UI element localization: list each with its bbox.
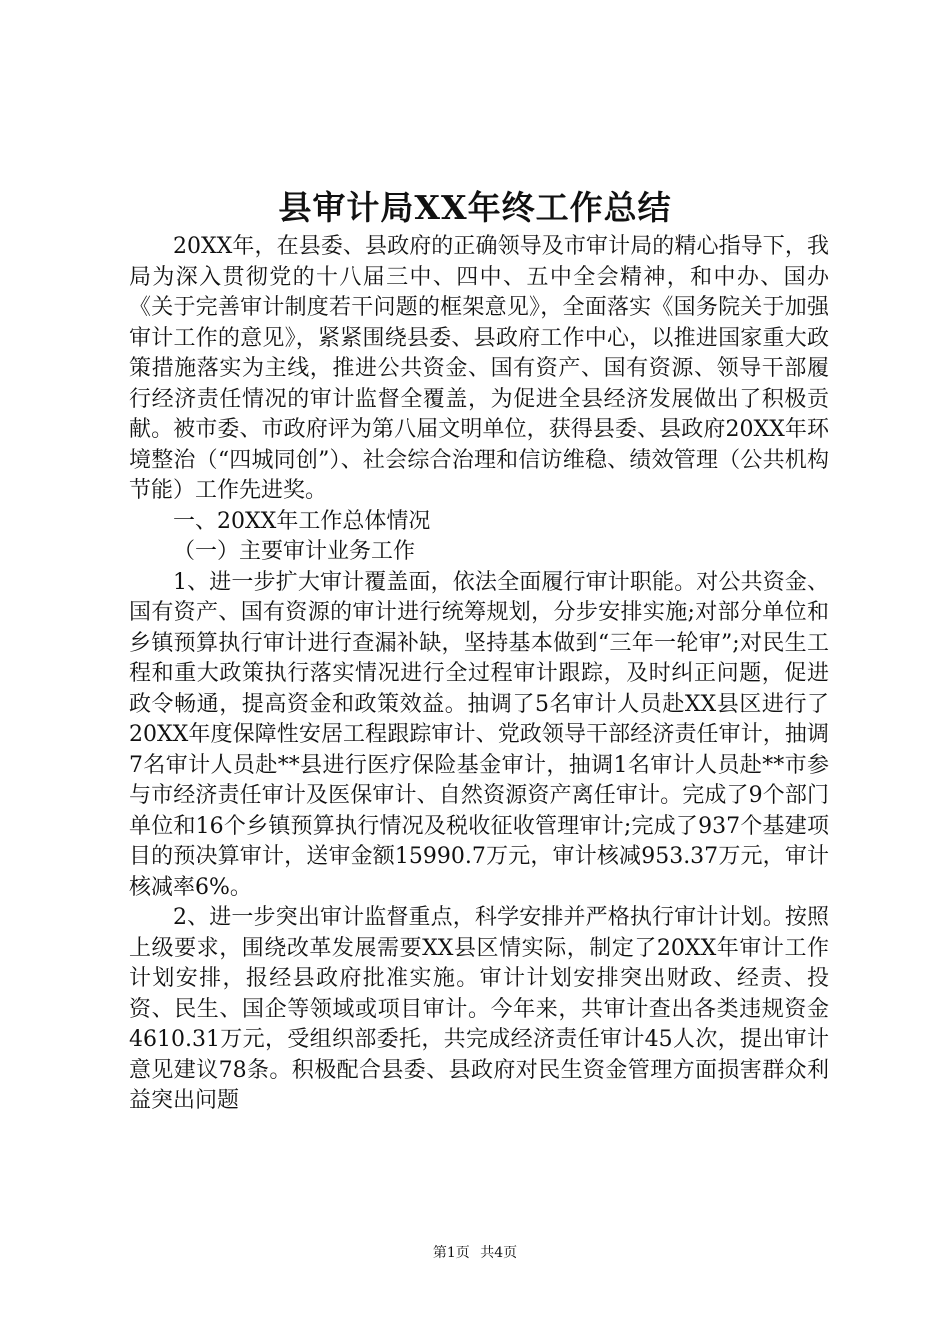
page-footer <box>0 1243 950 1263</box>
page-number-total: 共4页 <box>480 1245 518 1261</box>
paragraph-item-2: 2、进一步突出审计监督重点，科学安排并严格执行审计计划。按照上级要求，围绕改革发展需要XX县区情实际，制定了20XX年审计工作计划安排，报经县政府批准实施。审计计划安排突出财政、经责、投资、民生、国企等领域或项目审计。今年来，共审计查出各类违规资金4610.31万元，受组织部委托，共完成经济责任审计45人次，提出审计意见建议78条。积极配合县委、县政府对民生资金管理方面损害群众利益突出问题 <box>129 905 829 1113</box>
paragraph-item-1: 1、进一步扩大审计覆盖面，依法全面履行审计职能。对公共资金、国有资产、国有资源的审计进行统筹规划，分步安排实施;对部分单位和乡镇预算执行审计进行查漏补缺，坚持基本做到“三年一轮审”;对民生工程和重大政策执行落实情况进行全过程审计跟踪，及时纠正问题，促进政令畅通，提高资金和政策效益。抽调了5名审计人员赴XX县区进行了20XX年度保障性安居工程跟踪审计、党政领导干部经济责任审计，抽调7名审计人员赴**县进行医疗保险基金审计，抽调1名审计人员赴**市参与市经济责任审计及医保审计、自然资源资产离任审计。完成了9个部门单位和16个乡镇预算执行情况及税收征收管理审计;完成了937个基建项目的预决算审计，送审金额15990.7万元，审计核减953.37万元，审计核减率6%。 <box>129 569 829 900</box>
page-number-current: 第1页 <box>432 1245 470 1261</box>
paragraph-intro: 20XX年，在县委、县政府的正确领导及市审计局的精心指导下，我局为深入贯彻党的十八届三中、四中、五中全会精神，和中办、国办《关于完善审计制度若干问题的框架意见》，全面落实《国务院关于加强审计工作的意见》，紧紧围绕县委、县政府工作中心，以推进国家重大政策措施落实为主线，推进公共资金、国有资产、国有资源、领导干部履行经济责任情况的审计监督全覆盖，为促进全县经济发展做出了积极贡献。被市委、市政府评为第八届文明单位，获得县委、县政府20XX年环境整治（“四城同创”）、社会综合治理和信访维稳、绩效管理（公共机构节能）工作先进奖。 <box>129 234 829 503</box>
section-heading-overall: 一、20XX年工作总体情况 <box>173 508 431 534</box>
subsection-heading-main-work: （一）主要审计业务工作 <box>173 539 416 564</box>
document-title: 县审计局XX年终工作总结 <box>278 188 672 227</box>
document-body <box>129 232 829 1117</box>
